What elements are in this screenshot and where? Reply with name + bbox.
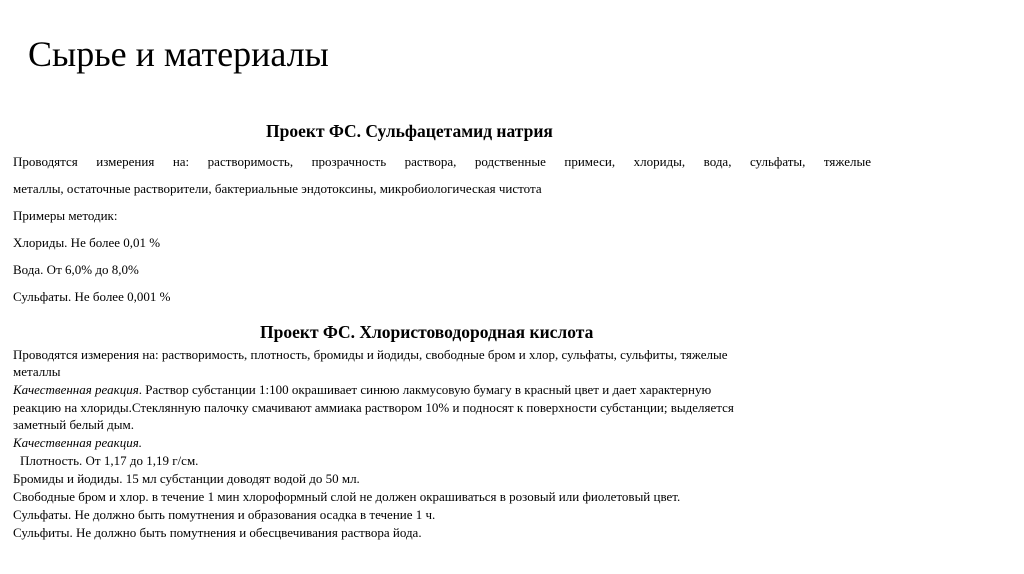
qualitative-reaction-1-line2: реакцию на хлориды.Стеклянную палочку смачивают аммиака раствором 10% и подносят к поверхности субстанции; выделяется	[13, 400, 734, 415]
sulfites-spec: Сульфиты. Не должно быть помутнения и обесцвечивания раствора йода.	[13, 525, 422, 540]
section1-line1: Проводятся измерения на: растворимость, прозрачность раствора, родственные примеси, хлориды, вода, сульфаты, тяжелые	[13, 154, 871, 169]
sulfates-spec: Сульфаты. Не более 0,001 %	[13, 289, 171, 304]
water-spec: Вода. От 6,0% до 8,0%	[13, 262, 139, 277]
qualitative-reaction-1-line3: заметный белый дым.	[13, 417, 134, 432]
qualitative-reaction-2: Качественная реакция.	[13, 435, 142, 450]
section1-line2: металлы, остаточные растворители, бактериальные эндотоксины, микробиологическая чистота	[13, 181, 542, 196]
qualitative-reaction-label: Качественная реакция	[13, 382, 139, 397]
methods-label: Примеры методик:	[13, 208, 118, 223]
section2-heading: Проект ФС. Хлористоводородная кислота	[260, 322, 594, 342]
sulfates-hcl-spec: Сульфаты. Не должно быть помутнения и образования осадка в течение 1 ч.	[13, 507, 436, 522]
free-halogens-spec: Свободные бром и хлор. в течение 1 мин хлороформный слой не должен окрашиваться в розовый или фиолетовый цвет.	[13, 489, 681, 504]
section2-line1: Проводятся измерения на: растворимость, плотность, бромиды и йодиды, свободные бром и хлор, сульфаты, сульфиты, тяжелые	[13, 347, 728, 362]
qualitative-reaction-text: . Раствор субстанции 1:100 окрашивает синюю лакмусовую бумагу в красный цвет и дает характерную	[138, 382, 712, 397]
slide-title: Сырье и материалы	[28, 34, 329, 74]
bromides-spec: Бромиды и йодиды. 15 мл субстанции доводят водой до 50 мл.	[13, 471, 360, 486]
chlorides-spec: Хлориды. Не более 0,01 %	[13, 235, 161, 250]
density-spec: Плотность. От 1,17 до 1,19 г/см.	[20, 453, 199, 468]
section1-heading: Проект ФС. Сульфацетамид натрия	[266, 121, 553, 141]
qualitative-reaction-1	[13, 381, 711, 398]
section2-line2: металлы	[13, 364, 61, 379]
